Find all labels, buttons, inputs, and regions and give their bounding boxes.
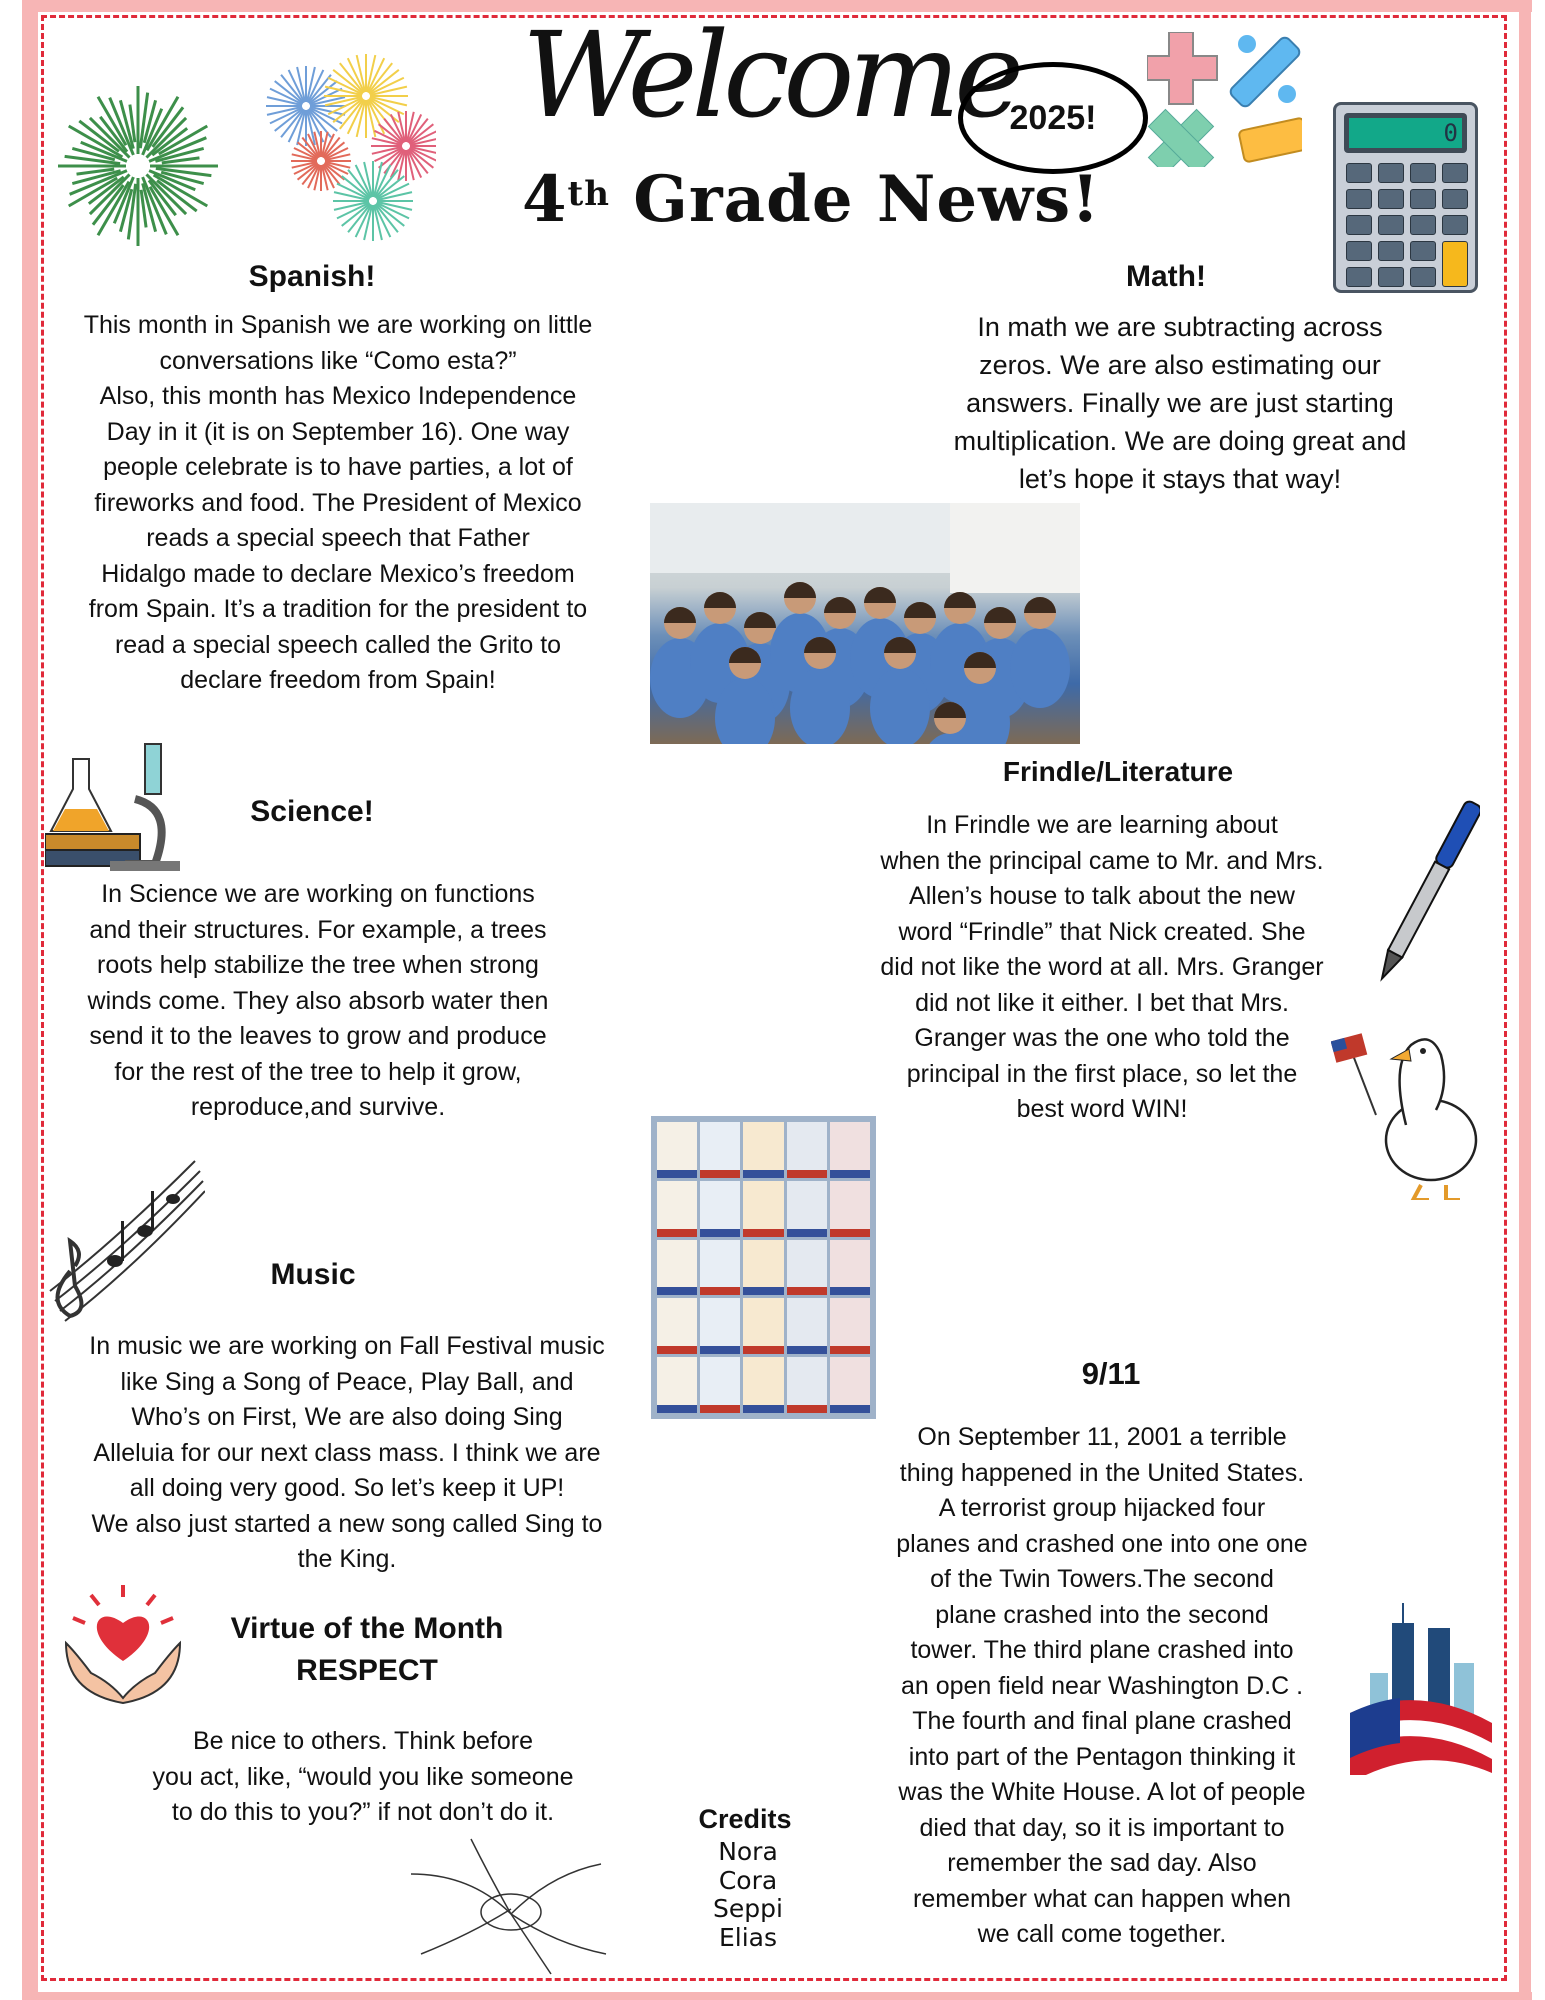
student-artwork (787, 1357, 827, 1413)
science-heading: Science! (250, 795, 374, 828)
text-line: reproduce,and survive. (190, 1093, 446, 1121)
nine-eleven-heading: 9/11 (1081, 1356, 1141, 1391)
student-artwork (743, 1181, 783, 1237)
student-artwork (743, 1357, 783, 1413)
student-artwork (830, 1122, 870, 1178)
calculator-key (1346, 189, 1372, 209)
student-artwork (787, 1122, 827, 1178)
student-artwork (700, 1357, 740, 1413)
text-line: Granger was the one who told the (914, 1024, 1290, 1052)
text-line: let’s hope it stays that way! (1018, 464, 1342, 494)
welcome-title: Welcome (522, 6, 1019, 144)
text-line: all doing very good. So let’s keep it UP! (129, 1474, 565, 1502)
music-text (89, 1329, 604, 1578)
text-line: principal in the first place, so let the (906, 1059, 1298, 1088)
text-line: roots help stabilize the tree when strong (97, 951, 539, 979)
text-line: multiplication. We are doing great and (953, 426, 1407, 456)
text-line: In music we are working on Fall Festival music (89, 1332, 605, 1360)
newsletter-title (522, 160, 1100, 240)
math-symbols-icon (1147, 32, 1302, 167)
frindle-heading: Frindle/Literature (1002, 756, 1234, 787)
science-text (88, 877, 549, 1126)
virtue-text (152, 1724, 573, 1831)
calculator-key (1410, 163, 1436, 183)
page-edge-bottom (22, 1992, 1532, 2000)
student-artwork (787, 1240, 827, 1296)
text-line: Seppi (713, 1894, 783, 1923)
math-text (954, 308, 1407, 498)
firework-green-icon (48, 76, 228, 256)
student-artwork (657, 1298, 697, 1354)
text-line: did not like the word at all. Mrs. Granger (880, 953, 1324, 981)
calculator-icon (1333, 102, 1478, 293)
calculator-key (1410, 267, 1436, 287)
calculator-key (1346, 267, 1372, 287)
student-artwork (700, 1240, 740, 1296)
text-line: Also, this month has Mexico Independence (99, 382, 577, 410)
text-line: you act, like, “would you like someone (152, 1762, 574, 1791)
text-line: people celebrate is to have parties, a lot of (103, 453, 573, 481)
calculator-key (1442, 241, 1468, 287)
text-line: In math we are subtracting across (977, 312, 1383, 342)
student-artwork (830, 1181, 870, 1237)
text-line: when the principal came to Mr. and Mrs. (880, 846, 1324, 875)
student-artwork (743, 1240, 783, 1296)
text-line: declare freedom from Spain! (180, 666, 496, 694)
text-line: like Sing a Song of Peace, Play Ball, and (120, 1367, 574, 1396)
spanish-text (84, 308, 593, 699)
text-line: Cora (718, 1865, 778, 1895)
credits-heading: Credits (698, 1804, 792, 1834)
text-line: plane crashed into the second (935, 1600, 1269, 1629)
text-line: Who’s on First, We are also doing Sing (131, 1403, 563, 1431)
virtue-heading: Virtue of the Month (230, 1612, 504, 1645)
calculator-key (1442, 215, 1468, 235)
page-edge-right (1519, 0, 1531, 2000)
student-artwork (700, 1181, 740, 1237)
text-line: remember the sad day. Also (947, 1849, 1257, 1877)
spanish-heading: Spanish! (248, 260, 376, 293)
student-artwork (787, 1298, 827, 1354)
student-artwork (657, 1122, 697, 1178)
text-line: Day in it (it is on September 16). One way (106, 417, 570, 446)
stacked-hands-icon (401, 1834, 619, 1982)
text-line: reads a special speech that Father (146, 524, 530, 552)
student-artwork (743, 1298, 783, 1354)
student-artwork (700, 1298, 740, 1354)
text-line: was the White House. A lot of people (898, 1778, 1306, 1806)
heart-in-hands-icon (61, 1583, 186, 1708)
text-line: In Science we are working on functions (101, 880, 535, 908)
student-artwork (830, 1357, 870, 1413)
calculator-key (1346, 163, 1372, 183)
calculator-key (1410, 215, 1436, 235)
text-line: We also just started a new song called Sing to (91, 1509, 603, 1538)
student-artwork (787, 1181, 827, 1237)
text-line: Hidalgo made to declare Mexico’s freedom (101, 559, 575, 588)
text-line: Nora (718, 1837, 778, 1866)
frindle-text (880, 808, 1323, 1128)
text-line: into part of the Pentagon thinking it (908, 1742, 1296, 1771)
student-artwork (700, 1122, 740, 1178)
calculator-key (1378, 241, 1404, 261)
text-line: zeros. We are also estimating our (979, 350, 1381, 380)
grade-number: 4 (522, 162, 568, 237)
class-photo (650, 503, 1080, 744)
text-line: In Frindle we are learning about (926, 811, 1278, 839)
text-line: did not like it either. I bet that Mrs. (915, 988, 1289, 1017)
text-line: conversations like “Como esta?” (159, 346, 517, 375)
text-line: to do this to you?” if not don’t do it. (171, 1798, 555, 1826)
artwork-wall-photo (651, 1116, 876, 1419)
text-line: read a special speech called the Grito to (114, 630, 562, 659)
calculator-key (1410, 189, 1436, 209)
calculator-key (1442, 189, 1468, 209)
page-edge-left (22, 0, 38, 2000)
text-line: answers. Finally we are just starting (966, 388, 1394, 418)
fireworks-colorful-icon (261, 51, 436, 256)
music-heading: Music (270, 1258, 356, 1291)
calculator-key (1378, 267, 1404, 287)
calculator-key (1378, 215, 1404, 235)
virtue-subtitle: RESPECT (296, 1654, 438, 1687)
pen-icon (1376, 790, 1480, 995)
text-line: died that day, so it is important to (919, 1813, 1285, 1842)
text-line: Allen’s house to talk about the new (909, 882, 1295, 910)
calculator-key (1410, 241, 1436, 261)
text-line: of the Twin Towers.The second (930, 1565, 1274, 1593)
student-artwork (830, 1240, 870, 1296)
calculator-key (1346, 241, 1372, 261)
student-artwork (657, 1240, 697, 1296)
text-line: remember what can happen when (912, 1884, 1292, 1913)
text-line: planes and crashed one into one one (896, 1529, 1308, 1558)
text-line: best word WIN! (1016, 1095, 1188, 1123)
credits-names (713, 1838, 783, 1952)
text-line: fireworks and food. The President of Mexico (94, 488, 582, 517)
text-line: This month in Spanish we are working on little (83, 311, 593, 339)
math-heading: Math! (1126, 260, 1206, 293)
text-line: the King. (297, 1545, 397, 1573)
calculator-key (1442, 163, 1468, 183)
year-badge (958, 62, 1148, 174)
student-artwork (830, 1298, 870, 1354)
text-line: from Spain. It’s a tradition for the president to (88, 595, 588, 623)
text-line: for the rest of the tree to help it grow, (114, 1057, 522, 1086)
nine-eleven-text (896, 1420, 1307, 1953)
text-line: an open field near Washington D.C . (900, 1671, 1304, 1700)
text-line: and their structures. For example, a trees (89, 915, 547, 944)
duck-with-flag-icon (1331, 1025, 1491, 1200)
grade-ordinal: th (567, 174, 610, 214)
text-line: Alleluia for our next class mass. I think we are (93, 1438, 601, 1467)
twin-towers-flag-icon (1350, 1603, 1492, 1775)
calculator-display: 0 (1349, 118, 1462, 148)
text-line: On September 11, 2001 a terrible (917, 1423, 1287, 1451)
text-line: Elias (718, 1922, 778, 1952)
text-line: tower. The third plane crashed into (910, 1636, 1294, 1664)
text-line: Be nice to others. Think before (192, 1727, 534, 1755)
grade-title: Grade News! (633, 162, 1101, 237)
calculator-key (1346, 215, 1372, 235)
text-line: The fourth and final plane crashed (912, 1707, 1292, 1735)
calculator-key (1378, 189, 1404, 209)
text-line: winds come. They also absorb water then (87, 986, 549, 1015)
student-artwork (743, 1122, 783, 1178)
text-line: send it to the leaves to grow and produce (89, 1022, 547, 1050)
year-text: 2025! (1009, 98, 1097, 137)
students-photo-shapes (650, 503, 1080, 744)
music-notes-icon (45, 1121, 205, 1331)
text-line: thing happened in the United States. (899, 1458, 1305, 1487)
student-artwork (657, 1181, 697, 1237)
science-lab-icon (45, 739, 180, 874)
text-line: word “Frindle” that Nick created. She (898, 917, 1306, 946)
text-line: A terrorist group hijacked four (938, 1494, 1266, 1522)
calculator-key (1378, 163, 1404, 183)
text-line: we call come together. (977, 1920, 1227, 1948)
student-artwork (657, 1357, 697, 1413)
